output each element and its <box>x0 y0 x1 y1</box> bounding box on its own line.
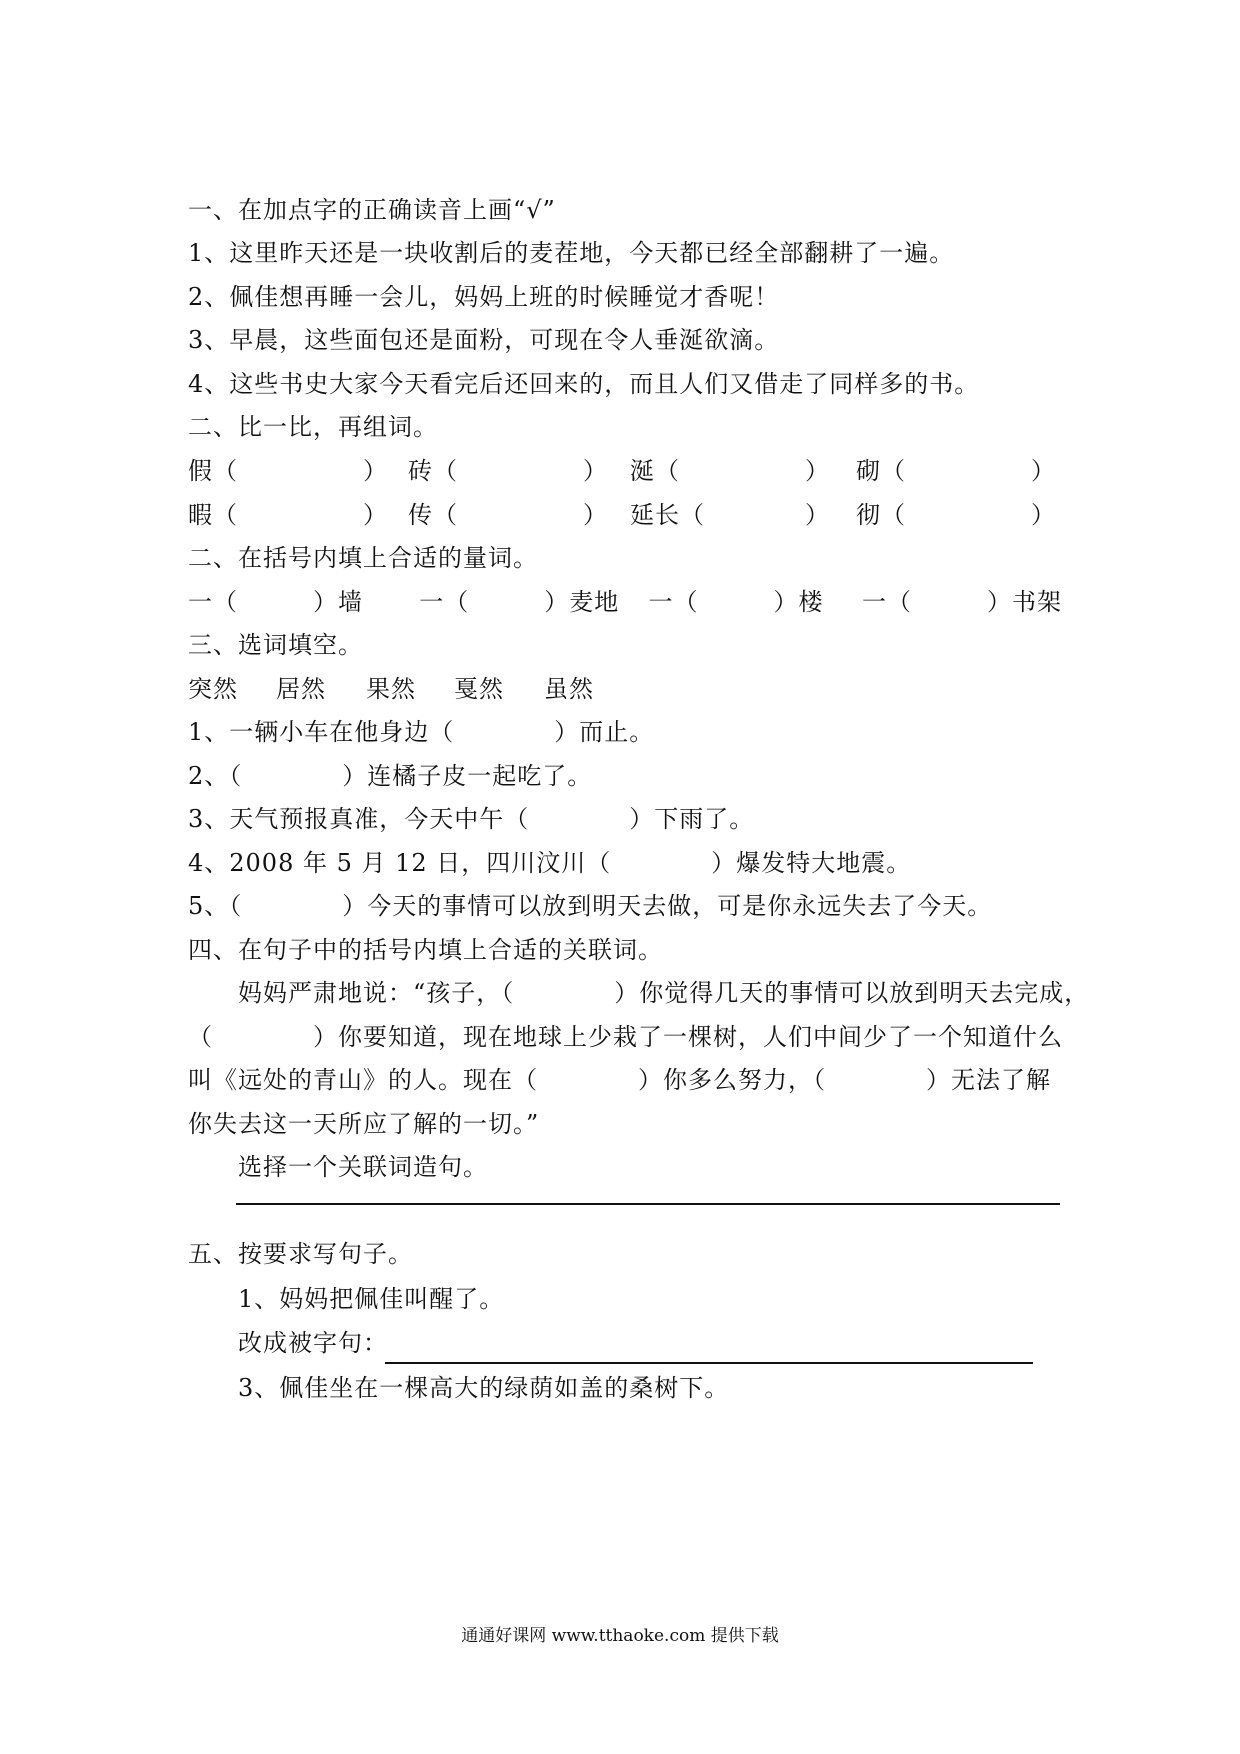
rewrite-item-3: 3、佩佳坐在一棵高大的绿荫如盖的桑树下。 <box>188 1374 730 1402</box>
word-bank-item: 居然 <box>276 675 326 703</box>
sentence-prompt: 选择一个关联词造句。 <box>188 1153 488 1181</box>
paragraph-line-2: （ ）你要知道，现在地球上少栽了一棵树，人们中间少了一个知道什么 <box>188 1023 1063 1051</box>
compare-item: 传（ ） <box>408 501 608 529</box>
answer-line[interactable] <box>236 1203 1060 1205</box>
rewrite-item-1: 1、妈妈把佩佳叫醒了。 <box>188 1285 505 1313</box>
section-4-title: 三、选词填空。 <box>188 631 363 659</box>
paragraph-line-4: 你失去这一天所应了解的一切。” <box>188 1110 540 1138</box>
word-bank <box>188 665 1062 713</box>
word-bank-item: 虽然 <box>544 675 594 703</box>
measure-word-row <box>188 578 1062 626</box>
compare-item: 彻（ ） <box>856 501 1056 529</box>
compare-item: 暇（ ） <box>188 501 388 529</box>
section-5-title: 四、在句子中的括号内填上合适的关联词。 <box>188 936 663 964</box>
paragraph-line-1: 妈妈严肃地说：“孩子，（ ）你觉得几天的事情可以放到明天去完成， <box>188 979 1090 1007</box>
compare-item: 涎（ ） <box>630 457 830 485</box>
word-bank-item: 果然 <box>366 675 416 703</box>
measure-word-item: 一（ ）墙 <box>188 588 363 616</box>
section-1-item-4: 4、这些书史大家今天看完后还回来的，而且人们又借走了同样多的书。 <box>188 370 980 398</box>
section-3-title: 二、在括号内填上合适的量词。 <box>188 544 538 572</box>
compare-row-2 <box>188 491 1062 539</box>
section-1-item-3: 3、早晨，这些面包还是面粉，可现在令人垂涎欲滴。 <box>188 326 780 354</box>
compare-item: 延长（ ） <box>630 501 830 529</box>
measure-word-item: 一（ ）楼 <box>648 588 824 616</box>
section-1-item-1: 1、这里昨天还是一块收割后的麦茬地，今天都已经全部翻耕了一遍。 <box>188 239 955 267</box>
measure-word-item: 一（ ）书架 <box>862 588 1062 616</box>
section-1-item-2: 2、佩佳想再睡一会儿，妈妈上班的时候睡觉才香呢！ <box>188 283 780 311</box>
compare-item: 砌（ ） <box>856 457 1056 485</box>
fill-item-4: 4、2008 年 5 月 12 日，四川汶川（ ）爆发特大地震。 <box>188 849 912 877</box>
fill-item-1: 1、一辆小车在他身边（ ）而止。 <box>188 718 655 746</box>
word-bank-item: 突然 <box>188 675 238 703</box>
section-2-title: 二、比一比，再组词。 <box>188 413 438 441</box>
compare-row-1 <box>188 447 1062 495</box>
fill-item-3: 3、天气预报真准，今天中午（ ）下雨了。 <box>188 805 755 833</box>
fill-item-2: 2、（ ）连橘子皮一起吃了。 <box>188 762 593 790</box>
compare-item: 假（ ） <box>188 457 388 485</box>
measure-word-item: 一（ ）麦地 <box>419 588 620 616</box>
footer: 通通好课网 www.tthaoke.com 提供下载 <box>461 1626 779 1646</box>
section-6-title: 五、按要求写句子。 <box>188 1240 413 1268</box>
word-bank-item: 戛然 <box>454 675 504 703</box>
section-1-title: 一、在加点字的正确读音上画“√” <box>188 196 556 224</box>
fill-item-5: 5、（ ）今天的事情可以放到明天去做，可是你永远失去了今天。 <box>188 892 993 920</box>
passive-prompt: 改成被字句： <box>188 1329 388 1357</box>
compare-item: 砖（ ） <box>408 457 608 485</box>
paragraph-line-3: 叫《远处的青山》的人。现在（ ）你多么努力，（ ）无法了解 <box>188 1066 1051 1094</box>
